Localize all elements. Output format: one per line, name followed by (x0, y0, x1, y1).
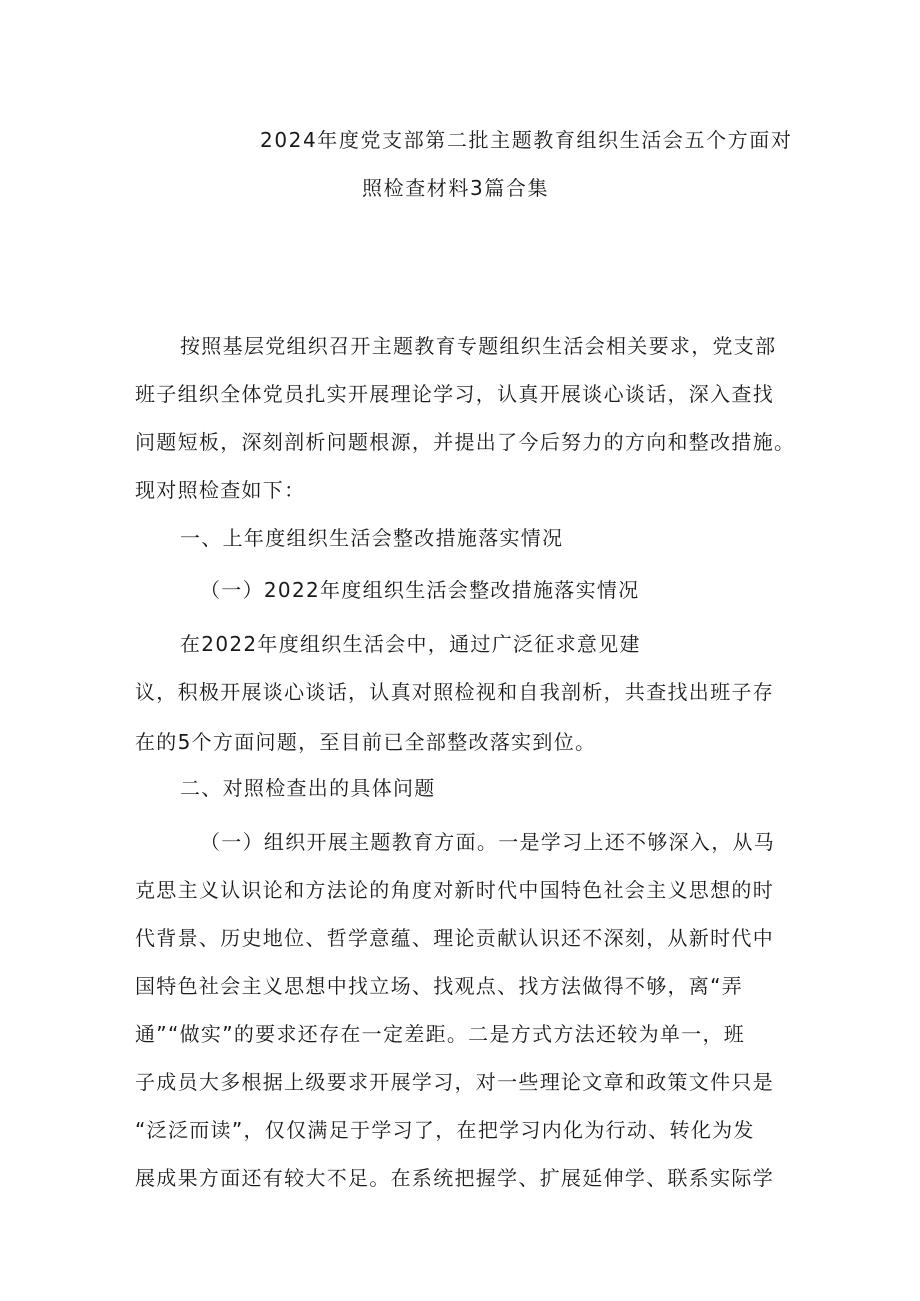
document-title-line-1: 2024年度党支部第二批主题教育组织生活会五个方面对 (260, 128, 793, 152)
section-2-paragraph-line: 克思主义认识论和方法论的角度对新时代中国特色社会主义思想的时 (135, 878, 774, 902)
section-2-paragraph-line: 子成员大多根据上级要求开展学习，对一些理论文章和政策文件只是 (135, 1070, 774, 1094)
section-1-paragraph-line: 在的5个方面问题，至目前已全部整改落实到位。 (135, 730, 597, 754)
section-1-paragraph-line: 议，积极开展谈心谈话，认真对照检视和自我剖析，共查找出班子存 (135, 680, 774, 704)
section-2-paragraph-line: 展成果方面还有较大不足。在系统把握学、扩展延伸学、联系实际学 (135, 1166, 774, 1190)
intro-line: 按照基层党组织召开主题教育专题组织生活会相关要求，党支部 (180, 334, 777, 358)
section-1-subheading: （一）2022年度组织生活会整改措施落实情况 (200, 578, 640, 602)
section-2-paragraph-line: “泛泛而读”，仅仅满足于学习了，在把学习内化为行动、转化为发 (135, 1118, 755, 1142)
section-2-paragraph-line: 国特色社会主义思想中找立场、找观点、找方法做得不够，离“弄 (135, 974, 744, 998)
intro-line: 问题短板，深刻剖析问题根源，并提出了今后努力的方向和整改措施。 (135, 430, 796, 454)
section-2-paragraph-line: 代背景、历史地位、哲学意蕴、理论贡献认识还不深刻，从新时代中 (135, 926, 774, 950)
document-title-line-2: 照检查材料3篇合集 (362, 176, 550, 200)
intro-line: 班子组织全体党员扎实开展理论学习，认真开展谈心谈话，深入查找 (135, 382, 774, 406)
intro-line: 现对照检查如下： (135, 478, 306, 502)
section-2-paragraph-line: 通”“做实”的要求还存在一定差距。二是方式方法还较为单一，班 (135, 1022, 746, 1046)
section-1-paragraph-line: 在2022年度组织生活会中，通过广泛征求意见建 (180, 632, 641, 656)
section-2-paragraph-line: （一）组织开展主题教育方面。一是学习上还不够深入，从马 (200, 830, 776, 854)
section-2-heading: 二、对照检查出的具体问题 (180, 776, 436, 800)
section-1-heading: 一、上年度组织生活会整改措施落实情况 (180, 526, 564, 550)
